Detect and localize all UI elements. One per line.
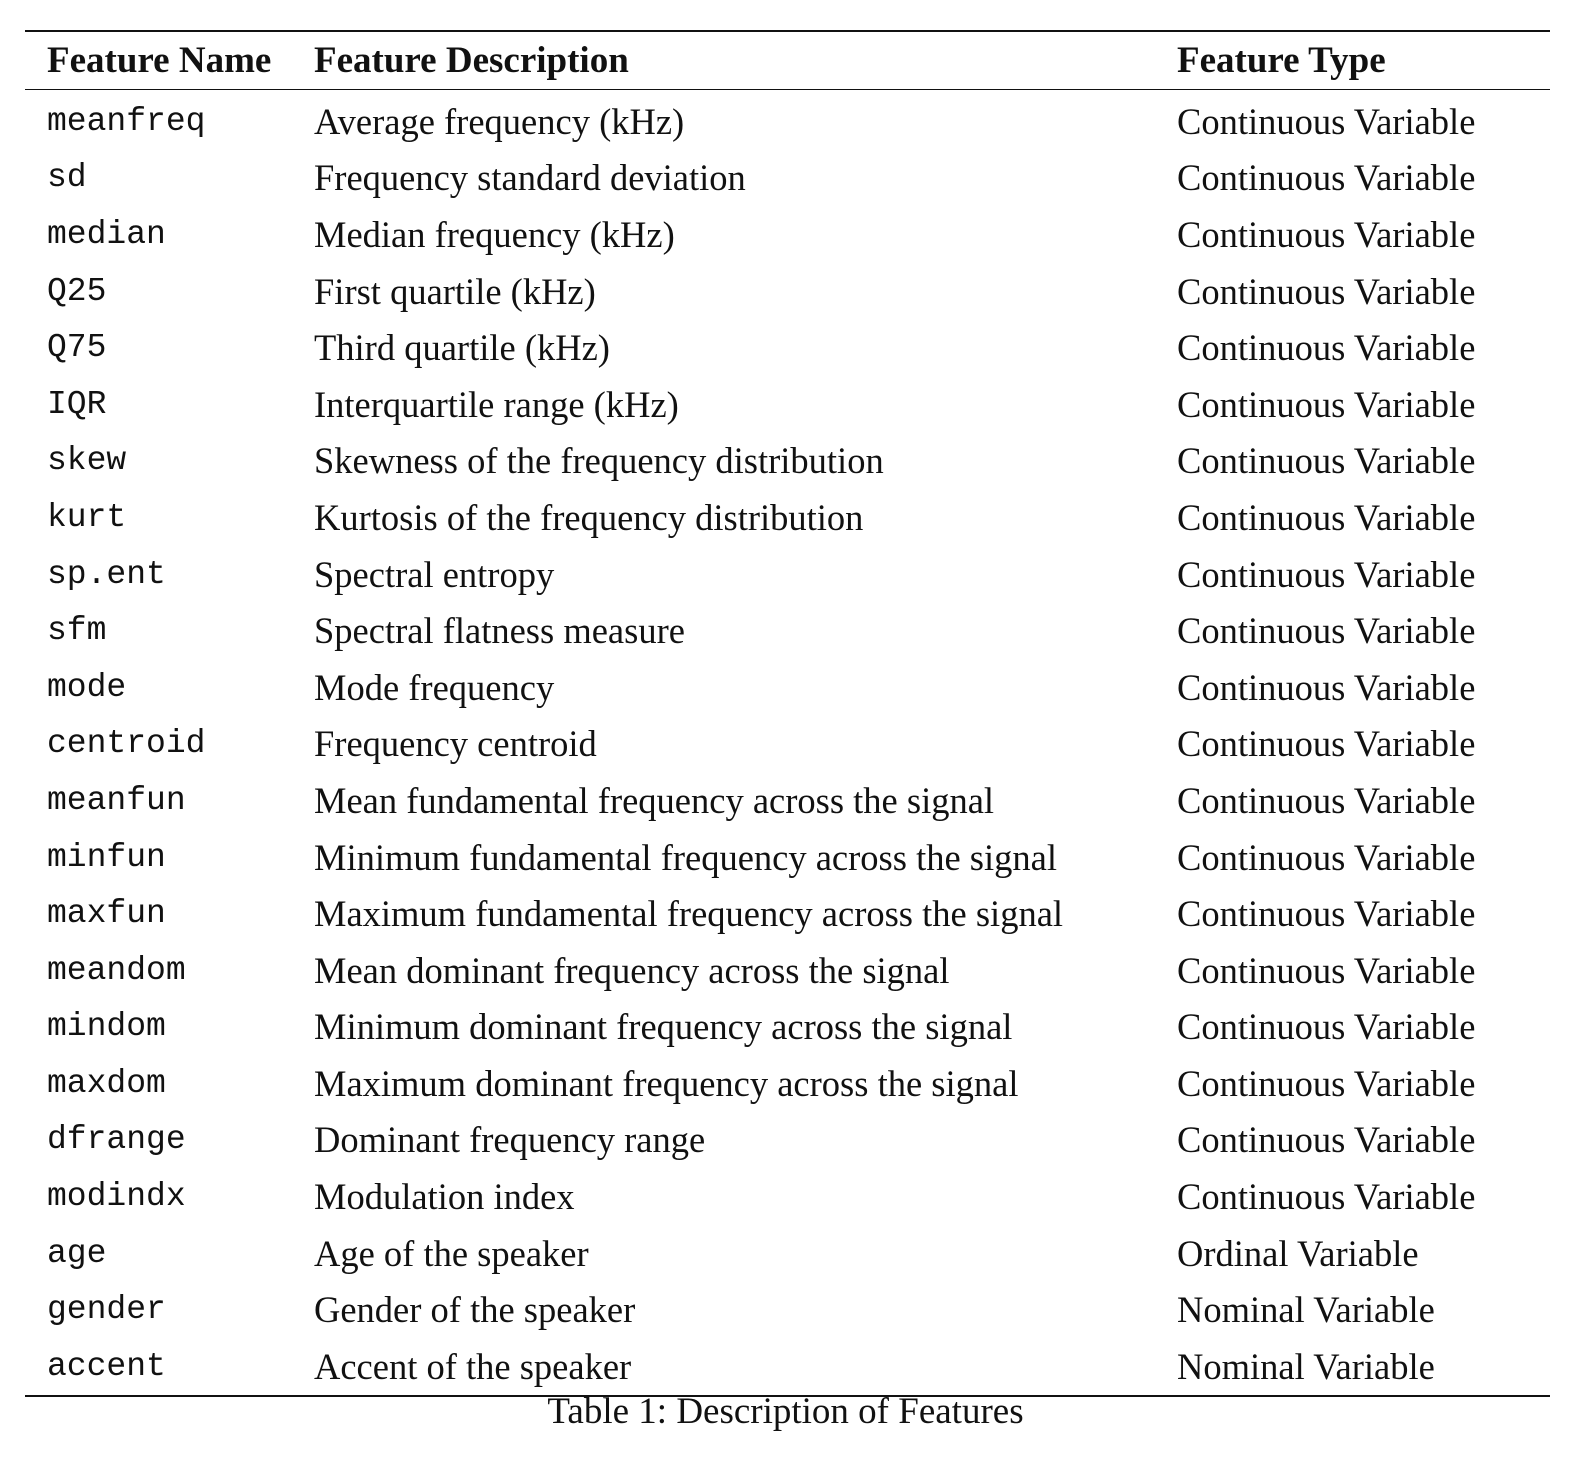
feature-description-cell: Third quartile (kHz) — [314, 327, 610, 369]
table-row — [25, 263, 1550, 320]
feature-name-cell: meandom — [47, 951, 186, 989]
feature-description-cell: Modulation index — [314, 1176, 575, 1218]
feature-description-cell: Frequency centroid — [314, 723, 597, 765]
table-row — [25, 602, 1550, 659]
table-row — [25, 90, 1550, 150]
feature-type-cell: Continuous Variable — [1177, 157, 1476, 199]
feature-name-cell: modindx — [47, 1178, 186, 1216]
table-row — [25, 1055, 1550, 1112]
feature-type-cell: Continuous Variable — [1177, 553, 1476, 595]
feature-name-cell: kurt — [47, 498, 127, 536]
feature-name-cell: IQR — [47, 385, 107, 423]
table-row — [25, 716, 1550, 773]
feature-type-cell: Continuous Variable — [1177, 610, 1476, 652]
feature-type-cell: Continuous Variable — [1177, 1006, 1476, 1048]
feature-type-cell: Ordinal Variable — [1177, 1232, 1419, 1274]
feature-description-cell: Spectral flatness measure — [314, 610, 685, 652]
feature-description-cell: Median frequency (kHz) — [314, 213, 675, 255]
feature-type-cell: Nominal Variable — [1177, 1289, 1435, 1331]
feature-description-cell: Skewness of the frequency distribution — [314, 440, 884, 482]
feature-name-cell: mode — [47, 668, 127, 706]
table-row — [25, 546, 1550, 603]
feature-description-cell: Minimum fundamental frequency across the signal — [314, 836, 1057, 878]
feature-name-cell: Q25 — [47, 272, 107, 310]
feature-description-cell: Frequency standard deviation — [314, 157, 746, 199]
feature-description-cell: Spectral entropy — [314, 553, 555, 595]
feature-name-cell: meanfun — [47, 781, 186, 819]
feature-type-cell: Continuous Variable — [1177, 1176, 1476, 1218]
feature-type-cell: Continuous Variable — [1177, 440, 1476, 482]
feature-name-cell: maxdom — [47, 1064, 166, 1102]
feature-description-cell: Mean dominant frequency across the signal — [314, 949, 950, 991]
feature-description-cell: Maximum dominant frequency across the signal — [314, 1062, 1019, 1104]
header-row — [25, 32, 1550, 89]
table-caption: Table 1: Description of Features — [547, 1391, 1024, 1432]
table-row — [25, 206, 1550, 263]
feature-type-cell: Continuous Variable — [1177, 779, 1476, 821]
feature-name-cell: minfun — [47, 838, 166, 876]
feature-type-cell: Continuous Variable — [1177, 836, 1476, 878]
table-row — [25, 376, 1550, 433]
table-row — [25, 489, 1550, 546]
table-row — [25, 1281, 1550, 1338]
features-table — [25, 32, 1550, 1395]
feature-description-cell: Minimum dominant frequency across the signal — [314, 1006, 1013, 1048]
feature-description-cell: Age of the speaker — [314, 1232, 589, 1274]
feature-name-cell: sd — [47, 159, 87, 197]
table-row — [25, 885, 1550, 942]
feature-description-cell: Gender of the speaker — [314, 1289, 636, 1331]
feature-type-cell: Continuous Variable — [1177, 383, 1476, 425]
header-feature-description: Feature Description — [314, 40, 629, 81]
feature-description-cell: Maximum fundamental frequency across the signal — [314, 893, 1064, 935]
table-row — [25, 829, 1550, 886]
feature-name-cell: mindom — [47, 1008, 166, 1046]
table-row — [25, 659, 1550, 716]
header-feature-name: Feature Name — [47, 40, 272, 81]
feature-type-cell: Continuous Variable — [1177, 327, 1476, 369]
feature-type-cell: Continuous Variable — [1177, 949, 1476, 991]
feature-type-cell: Continuous Variable — [1177, 723, 1476, 765]
feature-type-cell: Nominal Variable — [1177, 1345, 1435, 1387]
feature-type-cell: Continuous Variable — [1177, 893, 1476, 935]
feature-type-cell: Continuous Variable — [1177, 270, 1476, 312]
feature-name-cell: sfm — [47, 612, 107, 650]
feature-name-cell: sp.ent — [47, 555, 166, 593]
feature-type-cell: Continuous Variable — [1177, 1062, 1476, 1104]
feature-description-cell: Dominant frequency range — [314, 1119, 706, 1161]
feature-type-cell: Continuous Variable — [1177, 213, 1476, 255]
feature-type-cell: Continuous Variable — [1177, 1119, 1476, 1161]
table-row — [25, 999, 1550, 1056]
table-body — [25, 90, 1550, 1395]
feature-name-cell: skew — [47, 442, 127, 480]
header-feature-type: Feature Type — [1177, 40, 1386, 81]
features-table-container — [25, 30, 1550, 1397]
feature-description-cell: Interquartile range (kHz) — [314, 383, 679, 425]
feature-type-cell: Continuous Variable — [1177, 666, 1476, 708]
table-row — [25, 150, 1550, 207]
table-header — [25, 32, 1550, 90]
table-row — [25, 1168, 1550, 1225]
feature-description-cell: Kurtosis of the frequency distribution — [314, 496, 864, 538]
feature-name-cell: centroid — [47, 725, 206, 763]
feature-type-cell: Continuous Variable — [1177, 100, 1476, 142]
feature-name-cell: meanfreq — [47, 102, 206, 140]
table-row — [25, 433, 1550, 490]
table-row — [25, 772, 1550, 829]
feature-description-cell: First quartile (kHz) — [314, 270, 596, 312]
feature-name-cell: maxfun — [47, 895, 166, 933]
table-row — [25, 319, 1550, 376]
feature-description-cell: Average frequency (kHz) — [314, 100, 685, 142]
feature-name-cell: gender — [47, 1291, 166, 1329]
feature-name-cell: Q75 — [47, 329, 107, 367]
feature-type-cell: Continuous Variable — [1177, 496, 1476, 538]
feature-description-cell: Accent of the speaker — [314, 1345, 632, 1387]
feature-name-cell: accent — [47, 1347, 166, 1385]
table-row — [25, 942, 1550, 999]
feature-name-cell: dfrange — [47, 1121, 186, 1159]
table-row — [25, 1225, 1550, 1282]
table-row — [25, 1338, 1550, 1395]
feature-description-cell: Mean fundamental frequency across the signal — [314, 779, 995, 821]
feature-name-cell: median — [47, 215, 166, 253]
feature-description-cell: Mode frequency — [314, 666, 555, 708]
table-row — [25, 1112, 1550, 1169]
feature-name-cell: age — [47, 1234, 107, 1272]
